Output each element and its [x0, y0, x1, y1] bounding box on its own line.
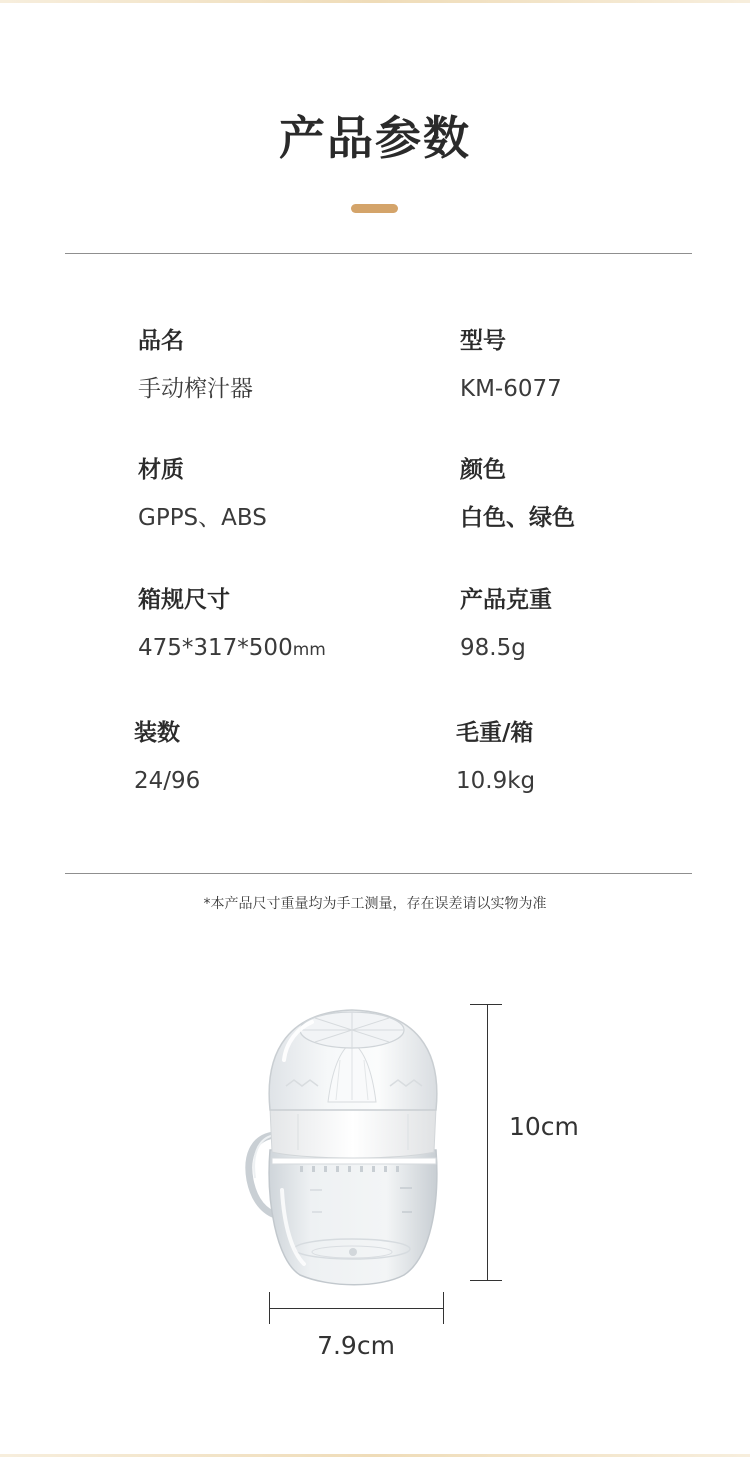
spec-value-number: 475*317*500: [138, 635, 293, 661]
width-dimension-label: 7.9cm: [317, 1331, 395, 1360]
spec-value-unit: mm: [292, 640, 326, 660]
spec-item-model: [460, 326, 562, 404]
spec-value: 白色、绿色: [460, 505, 575, 531]
spec-value: GPPS、ABS: [138, 505, 267, 531]
spec-value: 98.5g: [460, 635, 526, 661]
measurement-footnote: *本产品尺寸重量均为手工测量，存在误差请以实物为准: [203, 896, 547, 912]
page-title: 产品参数: [279, 111, 471, 165]
section-divider-bottom: [65, 873, 692, 874]
spec-label: 装数: [134, 720, 180, 746]
spec-item-product-name: [138, 326, 253, 404]
spec-label: 产品克重: [460, 587, 552, 613]
height-dimension-label: 10cm: [509, 1112, 579, 1141]
spec-item-weight: [460, 585, 552, 663]
spec-item-material: [138, 455, 267, 533]
spec-label: 箱规尺寸: [138, 587, 230, 613]
spec-value: KM-6077: [460, 376, 562, 402]
spec-label: 颜色: [460, 457, 506, 483]
spec-value: 24/96: [134, 768, 201, 794]
title-accent-bar: [351, 204, 398, 213]
spec-value: 手动榨汁器: [138, 376, 253, 402]
juicer-product-image: [240, 990, 460, 1300]
spec-item-carton-size: [138, 585, 326, 665]
section-divider-top: [65, 253, 692, 254]
height-dimension-cap-bottom: [470, 1280, 502, 1281]
height-dimension-line: [487, 1004, 488, 1281]
spec-item-gross-weight: [456, 718, 535, 796]
spec-item-quantity: [134, 718, 200, 796]
spec-label: 品名: [138, 328, 184, 354]
width-dimension-cap-right: [443, 1292, 444, 1324]
spec-label: 材质: [138, 457, 184, 483]
width-dimension-line: [269, 1308, 443, 1309]
spec-item-color: [460, 455, 575, 533]
spec-value: 10.9kg: [456, 768, 536, 794]
top-decorative-strip: [0, 0, 750, 3]
height-dimension-cap-top: [470, 1004, 502, 1005]
spec-label: 毛重/箱: [456, 720, 534, 746]
spec-label: 型号: [460, 328, 506, 354]
spec-value: [138, 633, 326, 665]
